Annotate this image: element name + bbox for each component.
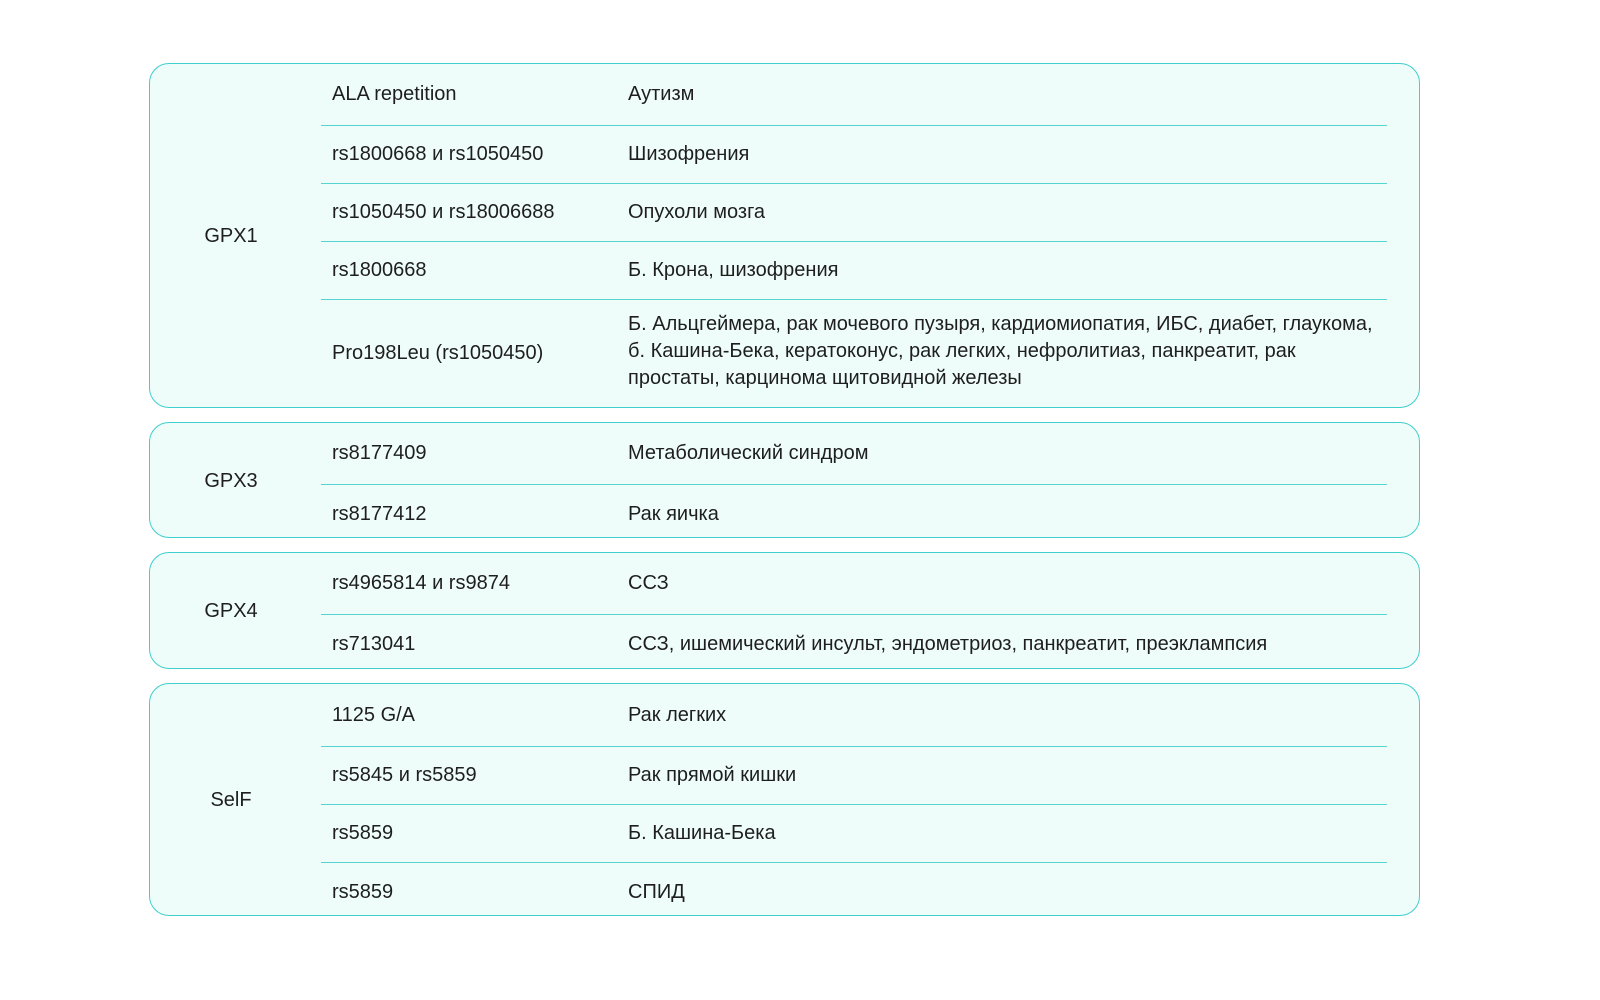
table-row [321, 553, 1387, 615]
group-self [149, 683, 1420, 916]
table-row [321, 684, 1387, 747]
table-row [321, 242, 1387, 300]
disease-cell: Рак прямой кишки [628, 764, 797, 786]
variant-rows [321, 64, 1387, 407]
disease-cell: Б. Крона, шизофрения [628, 259, 839, 281]
gene-label: GPX4 [204, 600, 258, 622]
disease-cell: Метаболический синдром [628, 442, 869, 464]
variant-cell: ALA repetition [332, 83, 457, 105]
variant-cell: rs5845 и rs5859 [332, 764, 477, 786]
table-row [321, 64, 1387, 126]
variant-rows [321, 553, 1387, 668]
group-gpx4 [149, 552, 1420, 669]
variant-rows [321, 684, 1387, 915]
disease-cell: Опухоли мозга [628, 201, 766, 223]
variant-cell: rs1800668 и rs1050450 [332, 143, 544, 165]
disease-cell: ССЗ [628, 572, 669, 594]
gene-label: SelF [210, 789, 252, 811]
table-row [321, 615, 1387, 673]
disease-cell: Рак легких [628, 703, 727, 726]
variant-cell: rs4965814 и rs9874 [332, 572, 510, 594]
variant-cell: rs1050450 и rs18006688 [332, 201, 555, 223]
gene-variant-table [149, 63, 1420, 930]
disease-cell: Б. Альцгеймера, рак мочевого пузыря, кардиомиопатия, ИБС, диабет, глаукома, б. Кашина-Бека, кератоконус, рак легких, нефролитиаз, панкреатит, рак простаты, карцинома щитовидной железы [628, 312, 1373, 389]
variant-cell: rs5859 [332, 880, 394, 903]
variant-cell: Pro198Leu (rs1050450) [332, 341, 544, 364]
variant-rows [321, 423, 1387, 537]
group-gpx3 [149, 422, 1420, 538]
disease-cell: Рак яичка [628, 502, 719, 525]
gene-label: GPX1 [204, 225, 258, 247]
table-row [321, 126, 1387, 184]
group-gpx1 [149, 63, 1420, 408]
disease-cell: СПИД [628, 880, 685, 903]
variant-cell: rs713041 [332, 632, 416, 655]
table-row [321, 300, 1387, 406]
disease-cell: Шизофрения [628, 143, 750, 165]
variant-cell: rs1800668 [332, 259, 427, 281]
table-row [321, 747, 1387, 805]
variant-cell: rs5859 [332, 822, 394, 844]
variant-cell: rs8177412 [332, 502, 427, 525]
table-row [321, 184, 1387, 242]
table-row [321, 423, 1387, 485]
disease-cell: ССЗ, ишемический инсульт, эндометриоз, панкреатит, преэклампсия [628, 632, 1268, 655]
table-row [321, 805, 1387, 863]
variant-cell: rs8177409 [332, 442, 427, 464]
table-row [321, 485, 1387, 543]
table-row [321, 863, 1387, 921]
variant-cell: 1125 G/A [332, 703, 416, 726]
disease-cell: Б. Кашина-Бека [628, 822, 776, 844]
gene-label: GPX3 [204, 469, 258, 492]
disease-cell: Аутизм [628, 83, 695, 105]
